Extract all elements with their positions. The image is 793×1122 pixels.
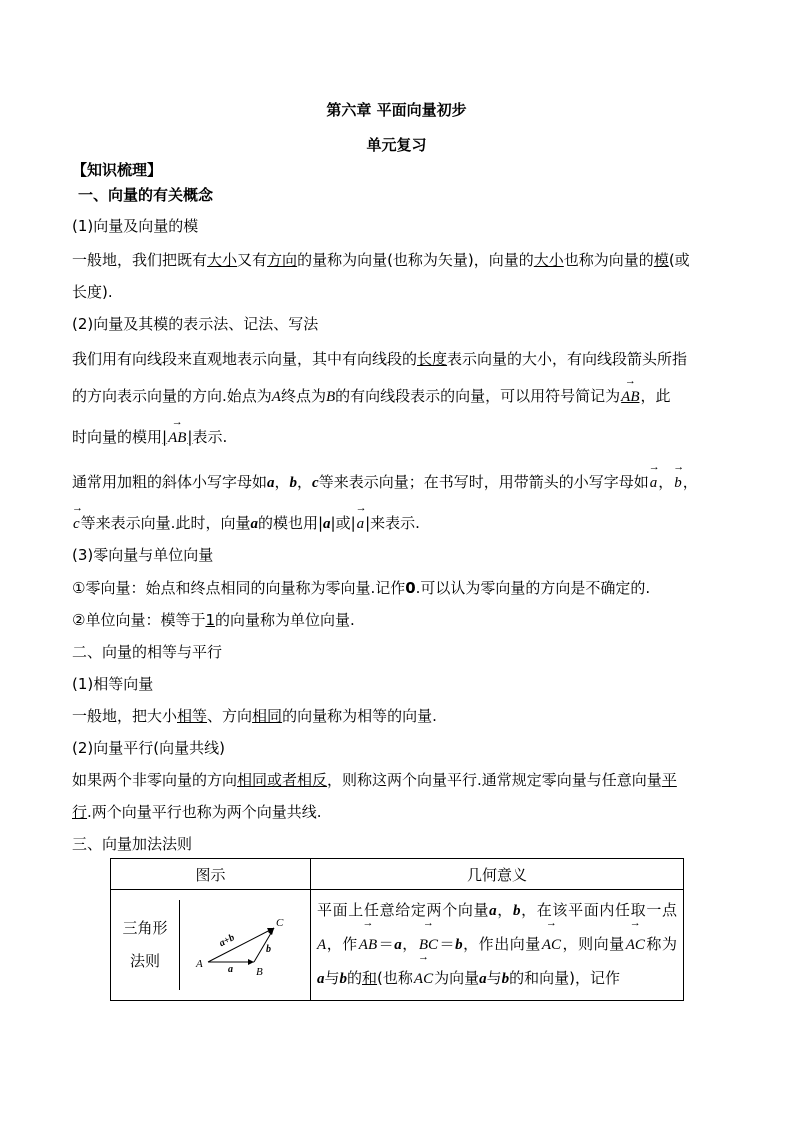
label-b: b (266, 944, 271, 955)
label-a: a (228, 964, 233, 975)
heading-concepts: 一、向量的有关概念 (78, 186, 214, 204)
para-notation-2: 的方向表示向量的方向.始点为A终点为B的有向线段表示的向量，可以用符号简记为→ AB，此 (72, 386, 671, 407)
label-a-plus-b: a+b (217, 932, 237, 950)
para-parallel-1: 如果两个非零向量的方向相同或者相反，则称这两个向量平行.通常规定零向量与任意向量平 (72, 771, 677, 789)
para-letters-1: 通常用加粗的斜体小写字母如a，b，c等来表示向量；在书写时，用带箭头的小写字母如→ a，→ b， (72, 472, 698, 493)
chapter-title: 第六章 平面向量初步 (326, 101, 467, 119)
table-cell-meaning: 平面上任意给定两个向量a，b，在该平面内任取一点 A，作→ AB＝a，→ BC＝b，作出向量→ AC，则向量→ AC称为 a与b的和(也称→ AC为向量a与b的和向量)，记作 (311, 890, 684, 1001)
table-header-figure: 图示 (111, 859, 311, 890)
para-vector-definition: 一般地，我们把既有大小又有方向的量称为向量(也称为矢量)，向量的大小也称为向量的模(或 (72, 251, 690, 269)
para-zero-vector: ①零向量：始点和终点相同的向量称为零向量.记作0.可以认为零向量的方向是不确定的. (72, 579, 651, 597)
chapter-subtitle: 单元复习 (366, 136, 427, 154)
table-header-meaning: 几何意义 (311, 859, 684, 890)
heading-notation: (2)向量及其模的表示法、记法、写法 (72, 315, 319, 333)
triangle-rule-label: 三角形 法则 (111, 900, 180, 990)
vector-AB-modulus: → AB (167, 428, 187, 448)
heading-zero-unit: (3)零向量与单位向量 (72, 546, 214, 564)
heading-vector-modulus: (1)向量及向量的模 (72, 217, 199, 235)
para-unit-vector: ②单位向量：模等于1的向量称为单位向量. (72, 611, 355, 629)
label-C: C (276, 917, 284, 929)
triangle-rule-diagram (182, 900, 310, 990)
heading-equal-vectors: (1)相等向量 (72, 675, 154, 693)
para-equal-vectors: 一般地，把大小相等、方向相同的向量称为相等的向量. (72, 707, 437, 725)
vector-c: → c (72, 514, 81, 534)
para-notation-3: 时向量的模用|→ AB|表示. (72, 427, 227, 448)
section-tag: 【知识梳理】 (72, 161, 163, 179)
vector-a: → a (649, 473, 659, 493)
para-parallel-2: 行.两个向量平行也称为两个向量共线. (72, 803, 322, 821)
heading-addition: 三、向量加法法则 (72, 835, 193, 853)
para-vector-definition-cont: 长度). (72, 283, 113, 301)
vector-addition-table (110, 858, 684, 1001)
label-B: B (256, 966, 263, 978)
heading-equality: 二、向量的相等与平行 (72, 643, 223, 661)
vector-AB: → AB (620, 387, 640, 407)
para-notation-1: 我们用有向线段来直观地表示向量，其中有向线段的长度表示向量的大小，有向线段箭头所指 (72, 350, 688, 368)
vector-a-2: → a (356, 514, 366, 534)
vector-b: → b (673, 473, 683, 493)
label-A: A (196, 958, 203, 970)
heading-parallel: (2)向量平行(向量共线) (72, 739, 225, 757)
table-cell-figure (111, 890, 311, 1001)
para-letters-2: → c等来表示向量.此时，向量a的模也用|a|或|→ a|来表示. (72, 513, 420, 534)
